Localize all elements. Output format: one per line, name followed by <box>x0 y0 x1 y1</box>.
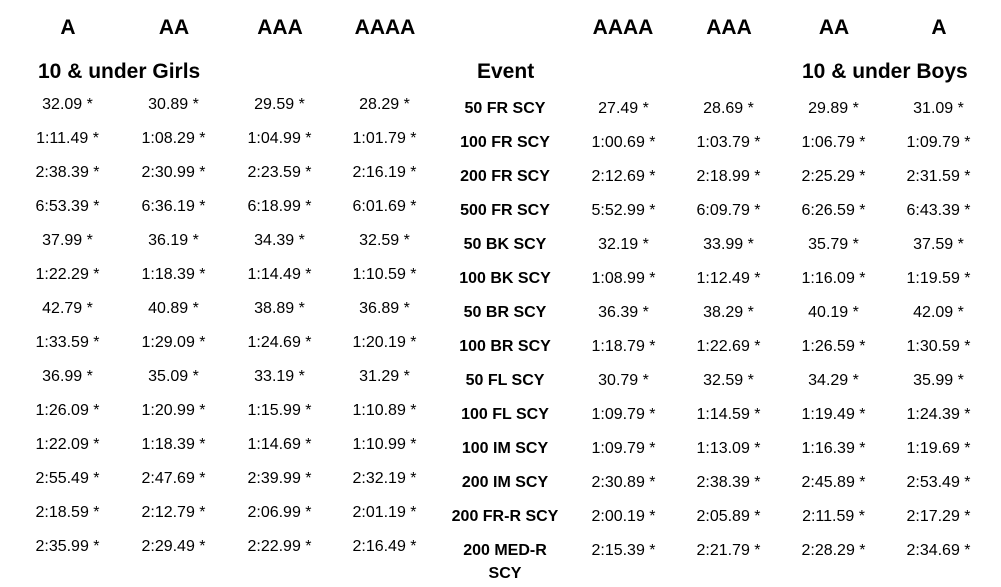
girls-time-cell: 36.19 * <box>148 232 199 249</box>
boys-time-cell: 2:12.69 * <box>591 168 656 185</box>
girls-time-cell: 1:14.49 * <box>247 266 312 283</box>
girls-time-cell: 1:18.39 * <box>141 266 206 283</box>
table-row <box>0 470 1001 504</box>
boys-time-cell: 2:28.29 * <box>801 542 866 559</box>
girls-time-cell: 2:47.69 * <box>141 470 206 487</box>
girls-time-cell: 29.59 * <box>254 96 305 113</box>
table-row <box>0 538 1001 582</box>
boys-time-cell: 1:13.09 * <box>696 440 761 457</box>
girls-time-cell: 6:18.99 * <box>247 198 312 215</box>
boys-time-cell: 2:15.39 * <box>591 542 656 559</box>
table-row <box>0 436 1001 470</box>
event-name-cell: 200 FR SCY <box>460 168 550 185</box>
girls-time-cell: 1:22.29 * <box>35 266 100 283</box>
event-name-cell: 100 FL SCY <box>461 406 549 423</box>
table-row <box>0 368 1001 402</box>
boys-time-cell: 40.19 * <box>808 304 859 321</box>
girls-time-cell: 1:04.99 * <box>247 130 312 147</box>
boys-level-header-a: A <box>931 16 947 39</box>
boys-time-cell: 2:00.19 * <box>591 508 656 525</box>
girls-time-cell: 42.79 * <box>42 300 93 317</box>
girls-time-cell: 36.89 * <box>359 300 410 317</box>
girls-section-title: 10 & under Girls <box>38 60 201 83</box>
girls-time-cell: 1:10.59 * <box>352 266 417 283</box>
boys-time-cell: 1:09.79 * <box>591 440 656 457</box>
boys-time-cell: 1:06.79 * <box>801 134 866 151</box>
girls-time-cell: 1:15.99 * <box>247 402 312 419</box>
boys-time-cell: 35.79 * <box>808 236 859 253</box>
boys-time-cell: 32.19 * <box>598 236 649 253</box>
boys-time-cell: 6:26.59 * <box>801 202 866 219</box>
boys-time-cell: 1:00.69 * <box>591 134 656 151</box>
table-row <box>0 164 1001 198</box>
girls-time-cell: 30.89 * <box>148 96 199 113</box>
girls-time-cell: 6:53.39 * <box>35 198 100 215</box>
girls-time-cell: 1:08.29 * <box>141 130 206 147</box>
boys-time-cell: 35.99 * <box>913 372 964 389</box>
girls-time-cell: 1:22.09 * <box>35 436 100 453</box>
table-row <box>0 130 1001 164</box>
girls-level-header-aaa: AAA <box>257 16 303 39</box>
event-name-cell: 50 BR SCY <box>463 304 547 321</box>
boys-time-cell: 2:34.69 * <box>906 542 971 559</box>
event-name-cell: 500 FR SCY <box>460 202 550 219</box>
boys-time-cell: 1:03.79 * <box>696 134 761 151</box>
girls-level-header-aaaa: AAAA <box>354 16 416 39</box>
boys-time-cell: 2:53.49 * <box>906 474 971 491</box>
event-name-cell: 200 MED-R SCY <box>463 542 547 582</box>
boys-time-cell: 34.29 * <box>808 372 859 389</box>
girls-time-cell: 1:29.09 * <box>141 334 206 351</box>
boys-time-cell: 31.09 * <box>913 100 964 117</box>
girls-time-cell: 40.89 * <box>148 300 199 317</box>
table-row <box>0 334 1001 368</box>
girls-time-cell: 35.09 * <box>148 368 199 385</box>
boys-time-cell: 1:12.49 * <box>696 270 761 287</box>
event-name-cell: 100 BK SCY <box>459 270 551 287</box>
girls-level-header-aa: AA <box>158 16 190 39</box>
girls-time-cell: 2:23.59 * <box>247 164 312 181</box>
boys-time-cell: 1:30.59 * <box>906 338 971 355</box>
boys-time-cell: 2:05.89 * <box>696 508 761 525</box>
event-name-cell: 200 IM SCY <box>461 474 549 491</box>
boys-time-cell: 2:18.99 * <box>696 168 761 185</box>
boys-time-cell: 6:09.79 * <box>696 202 761 219</box>
event-name-cell: 100 IM SCY <box>461 440 549 457</box>
girls-time-cell: 34.39 * <box>254 232 305 249</box>
boys-time-cell: 27.49 * <box>598 100 649 117</box>
girls-time-cell: 1:14.69 * <box>247 436 312 453</box>
girls-time-cell: 1:20.19 * <box>352 334 417 351</box>
girls-time-cell: 2:18.59 * <box>35 504 100 521</box>
event-name-cell: 200 FR-R SCY <box>451 508 559 525</box>
girls-time-cell: 2:06.99 * <box>247 504 312 521</box>
boys-level-header-aaa: AAA <box>706 16 752 39</box>
girls-time-cell: 1:20.99 * <box>141 402 206 419</box>
girls-time-cell: 2:32.19 * <box>352 470 417 487</box>
girls-time-cell: 36.99 * <box>42 368 93 385</box>
boys-time-cell: 2:45.89 * <box>801 474 866 491</box>
girls-time-cell: 31.29 * <box>359 368 410 385</box>
boys-time-cell: 29.89 * <box>808 100 859 117</box>
boys-time-cell: 1:09.79 * <box>591 406 656 423</box>
boys-time-cell: 42.09 * <box>913 304 964 321</box>
girls-time-cell: 38.89 * <box>254 300 305 317</box>
girls-time-cell: 2:30.99 * <box>141 164 206 181</box>
girls-time-cell: 2:01.19 * <box>352 504 417 521</box>
girls-time-cell: 33.19 * <box>254 368 305 385</box>
boys-time-cell: 1:19.69 * <box>906 440 971 457</box>
table-row <box>0 504 1001 538</box>
boys-time-cell: 2:21.79 * <box>696 542 761 559</box>
event-name-cell: 50 BK SCY <box>463 236 547 253</box>
boys-time-cell: 2:30.89 * <box>591 474 656 491</box>
boys-time-cell: 1:09.79 * <box>906 134 971 151</box>
boys-time-cell: 36.39 * <box>598 304 649 321</box>
boys-time-cell: 1:14.59 * <box>696 406 761 423</box>
girls-time-cell: 28.29 * <box>359 96 410 113</box>
boys-level-header-aa: AA <box>818 16 850 39</box>
boys-time-cell: 1:19.49 * <box>801 406 866 423</box>
boys-time-cell: 1:26.59 * <box>801 338 866 355</box>
boys-time-cell: 1:18.79 * <box>591 338 656 355</box>
boys-level-header-aaaa: AAAA <box>592 16 654 39</box>
girls-time-cell: 2:16.19 * <box>352 164 417 181</box>
boys-time-cell: 1:19.59 * <box>906 270 971 287</box>
girls-time-cell: 1:10.99 * <box>352 436 417 453</box>
table-row <box>0 300 1001 334</box>
table-row <box>0 402 1001 436</box>
girls-level-header-a: A <box>60 16 76 39</box>
girls-time-cell: 6:36.19 * <box>141 198 206 215</box>
event-name-cell: 100 BR SCY <box>459 338 551 355</box>
girls-time-cell: 1:01.79 * <box>352 130 417 147</box>
boys-time-cell: 1:24.39 * <box>906 406 971 423</box>
boys-section-title: 10 & under Boys <box>802 60 968 83</box>
girls-time-cell: 2:38.39 * <box>35 164 100 181</box>
boys-time-cell: 32.59 * <box>703 372 754 389</box>
boys-time-cell: 28.69 * <box>703 100 754 117</box>
boys-time-cell: 2:31.59 * <box>906 168 971 185</box>
girls-time-cell: 2:35.99 * <box>35 538 100 555</box>
girls-time-cell: 2:16.49 * <box>352 538 417 555</box>
boys-time-cell: 2:38.39 * <box>696 474 761 491</box>
girls-time-cell: 1:33.59 * <box>35 334 100 351</box>
event-name-cell: 50 FR SCY <box>464 100 546 117</box>
girls-time-cell: 1:24.69 * <box>247 334 312 351</box>
girls-time-cell: 2:22.99 * <box>247 538 312 555</box>
girls-time-cell: 2:39.99 * <box>247 470 312 487</box>
table-row <box>0 96 1001 130</box>
event-name-cell: 50 FL SCY <box>465 372 545 389</box>
girls-time-cell: 32.09 * <box>42 96 93 113</box>
boys-time-cell: 2:17.29 * <box>906 508 971 525</box>
girls-time-cell: 6:01.69 * <box>352 198 417 215</box>
boys-time-cell: 2:11.59 * <box>802 508 865 525</box>
girls-time-cell: 2:29.49 * <box>141 538 206 555</box>
girls-time-cell: 1:26.09 * <box>35 402 100 419</box>
table-row <box>0 232 1001 266</box>
boys-time-cell: 2:25.29 * <box>801 168 866 185</box>
boys-time-cell: 5:52.99 * <box>591 202 656 219</box>
girls-time-cell: 2:12.79 * <box>141 504 206 521</box>
girls-time-cell: 1:10.89 * <box>352 402 417 419</box>
boys-time-cell: 33.99 * <box>703 236 754 253</box>
table-row <box>0 266 1001 300</box>
girls-time-cell: 1:11.49 * <box>36 130 99 147</box>
boys-time-cell: 6:43.39 * <box>906 202 971 219</box>
table-row <box>0 198 1001 232</box>
girls-time-cell: 1:18.39 * <box>141 436 206 453</box>
boys-time-cell: 1:08.99 * <box>591 270 656 287</box>
girls-time-cell: 37.99 * <box>42 232 93 249</box>
event-name-cell: 100 FR SCY <box>460 134 550 151</box>
boys-time-cell: 38.29 * <box>703 304 754 321</box>
boys-time-cell: 1:22.69 * <box>696 338 761 355</box>
girls-time-cell: 2:55.49 * <box>35 470 100 487</box>
boys-time-cell: 1:16.09 * <box>801 270 866 287</box>
boys-time-cell: 37.59 * <box>913 236 964 253</box>
boys-time-cell: 30.79 * <box>598 372 649 389</box>
boys-time-cell: 1:16.39 * <box>801 440 866 457</box>
event-column-title: Event <box>477 60 535 83</box>
girls-time-cell: 32.59 * <box>359 232 410 249</box>
